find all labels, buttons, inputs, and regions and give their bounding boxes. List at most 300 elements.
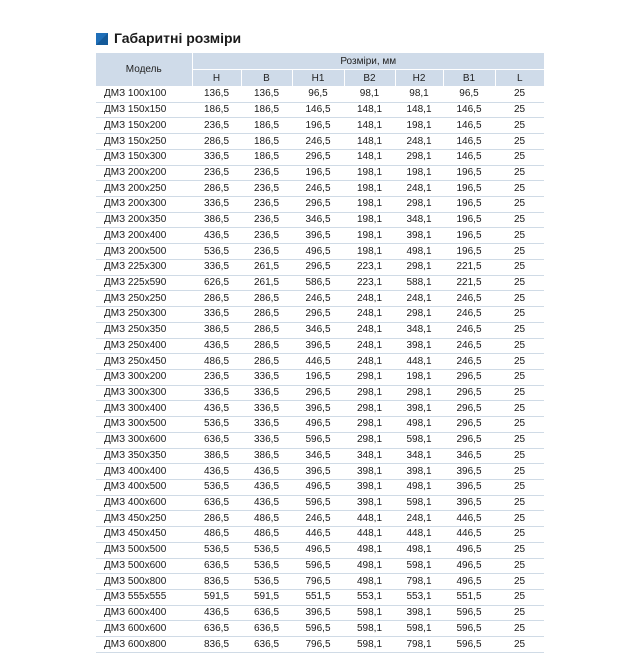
h-cell: 336,5 <box>192 197 241 213</box>
b-cell: 336,5 <box>241 417 292 433</box>
h2-cell: 248,1 <box>395 291 443 307</box>
b-cell: 336,5 <box>241 385 292 401</box>
b2-cell: 498,1 <box>344 558 395 574</box>
b-cell: 286,5 <box>241 291 292 307</box>
model-cell: ДМЗ 500x800 <box>96 574 192 590</box>
b-cell: 436,5 <box>241 495 292 511</box>
l-cell: 25 <box>495 385 544 401</box>
h-cell: 186,5 <box>192 102 241 118</box>
h1-cell: 551,5 <box>292 590 344 606</box>
h-cell: 136,5 <box>192 87 241 103</box>
b-cell: 261,5 <box>241 259 292 275</box>
b2-cell: 248,1 <box>344 322 395 338</box>
l-cell: 25 <box>495 212 544 228</box>
b2-cell: 598,1 <box>344 605 395 621</box>
l-cell: 25 <box>495 542 544 558</box>
b2-cell: 248,1 <box>344 338 395 354</box>
model-cell: ДМЗ 200x200 <box>96 165 192 181</box>
b-cell: 436,5 <box>241 464 292 480</box>
b2-cell: 553,1 <box>344 590 395 606</box>
model-cell: ДМЗ 450x450 <box>96 527 192 543</box>
column-header-h1: H1 <box>292 70 344 87</box>
b-cell: 286,5 <box>241 354 292 370</box>
b-cell: 186,5 <box>241 134 292 150</box>
model-cell: ДМЗ 225x590 <box>96 275 192 291</box>
l-cell: 25 <box>495 291 544 307</box>
h1-cell: 496,5 <box>292 417 344 433</box>
b1-cell: 496,5 <box>443 574 495 590</box>
b1-cell: 196,5 <box>443 244 495 260</box>
b1-cell: 146,5 <box>443 134 495 150</box>
b2-cell: 398,1 <box>344 479 395 495</box>
l-cell: 25 <box>495 322 544 338</box>
b2-cell: 448,1 <box>344 527 395 543</box>
b-cell: 136,5 <box>241 87 292 103</box>
h2-cell: 398,1 <box>395 401 443 417</box>
b2-cell: 148,1 <box>344 102 395 118</box>
table-row <box>96 259 544 275</box>
b1-cell: 396,5 <box>443 464 495 480</box>
b-cell: 236,5 <box>241 212 292 228</box>
b-cell: 486,5 <box>241 527 292 543</box>
model-cell: ДМЗ 200x300 <box>96 197 192 213</box>
b2-cell: 398,1 <box>344 464 395 480</box>
b-cell: 261,5 <box>241 275 292 291</box>
b2-cell: 148,1 <box>344 134 395 150</box>
b-cell: 236,5 <box>241 244 292 260</box>
h-cell: 336,5 <box>192 307 241 323</box>
model-cell: ДМЗ 100x100 <box>96 87 192 103</box>
table-row <box>96 322 544 338</box>
l-cell: 25 <box>495 464 544 480</box>
b-cell: 636,5 <box>241 605 292 621</box>
b-cell: 536,5 <box>241 558 292 574</box>
h1-cell: 296,5 <box>292 259 344 275</box>
b1-cell: 551,5 <box>443 590 495 606</box>
h-cell: 386,5 <box>192 212 241 228</box>
h2-cell: 98,1 <box>395 87 443 103</box>
table-row <box>96 275 544 291</box>
b1-cell: 246,5 <box>443 354 495 370</box>
b2-cell: 198,1 <box>344 212 395 228</box>
column-header-b2: B2 <box>344 70 395 87</box>
h-cell: 436,5 <box>192 464 241 480</box>
h-cell: 636,5 <box>192 621 241 637</box>
h2-cell: 298,1 <box>395 149 443 165</box>
h-cell: 486,5 <box>192 527 241 543</box>
table-body <box>96 87 544 653</box>
b2-cell: 223,1 <box>344 275 395 291</box>
l-cell: 25 <box>495 102 544 118</box>
model-cell: ДМЗ 350x350 <box>96 448 192 464</box>
h2-cell: 498,1 <box>395 542 443 558</box>
b-cell: 591,5 <box>241 590 292 606</box>
b2-cell: 448,1 <box>344 511 395 527</box>
b2-cell: 598,1 <box>344 637 395 653</box>
h-cell: 636,5 <box>192 495 241 511</box>
l-cell: 25 <box>495 197 544 213</box>
table-row <box>96 87 544 103</box>
model-cell: ДМЗ 500x600 <box>96 558 192 574</box>
h1-cell: 446,5 <box>292 527 344 543</box>
l-cell: 25 <box>495 165 544 181</box>
model-cell: ДМЗ 250x350 <box>96 322 192 338</box>
b2-cell: 148,1 <box>344 118 395 134</box>
h2-cell: 598,1 <box>395 558 443 574</box>
l-cell: 25 <box>495 479 544 495</box>
section-heading <box>96 29 241 47</box>
b2-cell: 298,1 <box>344 385 395 401</box>
table-row <box>96 369 544 385</box>
h-cell: 486,5 <box>192 354 241 370</box>
h2-cell: 148,1 <box>395 102 443 118</box>
model-cell: ДМЗ 200x350 <box>96 212 192 228</box>
l-cell: 25 <box>495 87 544 103</box>
table-row <box>96 118 544 134</box>
h2-cell: 398,1 <box>395 605 443 621</box>
h2-cell: 198,1 <box>395 118 443 134</box>
h2-cell: 348,1 <box>395 448 443 464</box>
h-cell: 836,5 <box>192 637 241 653</box>
table-row <box>96 181 544 197</box>
model-cell: ДМЗ 200x500 <box>96 244 192 260</box>
h2-cell: 248,1 <box>395 181 443 197</box>
h-cell: 591,5 <box>192 590 241 606</box>
model-cell: ДМЗ 250x450 <box>96 354 192 370</box>
b1-cell: 96,5 <box>443 87 495 103</box>
h2-cell: 498,1 <box>395 244 443 260</box>
b1-cell: 246,5 <box>443 322 495 338</box>
h-cell: 636,5 <box>192 558 241 574</box>
table-row <box>96 165 544 181</box>
blue-square-icon <box>96 32 108 44</box>
column-header-l: L <box>495 70 544 87</box>
h-cell: 536,5 <box>192 244 241 260</box>
l-cell: 25 <box>495 338 544 354</box>
model-cell: ДМЗ 150x250 <box>96 134 192 150</box>
model-cell: ДМЗ 600x600 <box>96 621 192 637</box>
table-row <box>96 558 544 574</box>
b2-cell: 248,1 <box>344 307 395 323</box>
b1-cell: 296,5 <box>443 401 495 417</box>
b1-cell: 146,5 <box>443 118 495 134</box>
h2-cell: 553,1 <box>395 590 443 606</box>
model-cell: ДМЗ 300x200 <box>96 369 192 385</box>
l-cell: 25 <box>495 149 544 165</box>
h2-cell: 348,1 <box>395 212 443 228</box>
table-row <box>96 401 544 417</box>
column-header-b1: B1 <box>443 70 495 87</box>
b1-cell: 596,5 <box>443 605 495 621</box>
b2-cell: 198,1 <box>344 244 395 260</box>
b-cell: 336,5 <box>241 369 292 385</box>
h1-cell: 796,5 <box>292 637 344 653</box>
b1-cell: 296,5 <box>443 417 495 433</box>
table-row <box>96 590 544 606</box>
h-cell: 536,5 <box>192 542 241 558</box>
b1-cell: 296,5 <box>443 369 495 385</box>
h1-cell: 96,5 <box>292 87 344 103</box>
l-cell: 25 <box>495 181 544 197</box>
model-cell: ДМЗ 200x250 <box>96 181 192 197</box>
h1-cell: 246,5 <box>292 181 344 197</box>
model-cell: ДМЗ 250x400 <box>96 338 192 354</box>
model-cell: ДМЗ 250x250 <box>96 291 192 307</box>
b2-cell: 198,1 <box>344 165 395 181</box>
table-row <box>96 134 544 150</box>
b1-cell: 446,5 <box>443 511 495 527</box>
b2-cell: 348,1 <box>344 448 395 464</box>
b-cell: 186,5 <box>241 118 292 134</box>
h1-cell: 396,5 <box>292 228 344 244</box>
b-cell: 236,5 <box>241 228 292 244</box>
b1-cell: 396,5 <box>443 479 495 495</box>
table-row <box>96 527 544 543</box>
h1-cell: 496,5 <box>292 479 344 495</box>
h1-cell: 246,5 <box>292 134 344 150</box>
h-cell: 336,5 <box>192 385 241 401</box>
h-cell: 626,5 <box>192 275 241 291</box>
l-cell: 25 <box>495 574 544 590</box>
h1-cell: 346,5 <box>292 322 344 338</box>
b-cell: 286,5 <box>241 307 292 323</box>
model-cell: ДМЗ 300x400 <box>96 401 192 417</box>
b2-cell: 248,1 <box>344 291 395 307</box>
h-cell: 286,5 <box>192 291 241 307</box>
table-row <box>96 542 544 558</box>
b1-cell: 221,5 <box>443 275 495 291</box>
model-cell: ДМЗ 150x300 <box>96 149 192 165</box>
b-cell: 536,5 <box>241 542 292 558</box>
l-cell: 25 <box>495 432 544 448</box>
b1-cell: 196,5 <box>443 212 495 228</box>
h2-cell: 598,1 <box>395 432 443 448</box>
table-row <box>96 307 544 323</box>
b1-cell: 596,5 <box>443 637 495 653</box>
table-row <box>96 338 544 354</box>
b2-cell: 248,1 <box>344 354 395 370</box>
l-cell: 25 <box>495 590 544 606</box>
h-cell: 286,5 <box>192 511 241 527</box>
h1-cell: 596,5 <box>292 495 344 511</box>
b-cell: 336,5 <box>241 432 292 448</box>
table-row <box>96 197 544 213</box>
h2-cell: 348,1 <box>395 322 443 338</box>
l-cell: 25 <box>495 118 544 134</box>
h1-cell: 396,5 <box>292 605 344 621</box>
b-cell: 186,5 <box>241 149 292 165</box>
h1-cell: 196,5 <box>292 118 344 134</box>
b-cell: 386,5 <box>241 448 292 464</box>
b1-cell: 496,5 <box>443 558 495 574</box>
table-row <box>96 511 544 527</box>
h-cell: 536,5 <box>192 417 241 433</box>
b1-cell: 221,5 <box>443 259 495 275</box>
h-cell: 436,5 <box>192 228 241 244</box>
l-cell: 25 <box>495 401 544 417</box>
model-cell: ДМЗ 225x300 <box>96 259 192 275</box>
l-cell: 25 <box>495 448 544 464</box>
b1-cell: 146,5 <box>443 149 495 165</box>
h2-cell: 198,1 <box>395 165 443 181</box>
h2-cell: 298,1 <box>395 259 443 275</box>
b2-cell: 98,1 <box>344 87 395 103</box>
h2-cell: 298,1 <box>395 307 443 323</box>
column-header-h: H <box>192 70 241 87</box>
model-cell: ДМЗ 150x200 <box>96 118 192 134</box>
model-cell: ДМЗ 600x800 <box>96 637 192 653</box>
model-cell: ДМЗ 500x500 <box>96 542 192 558</box>
b1-cell: 246,5 <box>443 291 495 307</box>
model-cell: ДМЗ 300x500 <box>96 417 192 433</box>
model-cell: ДМЗ 150x150 <box>96 102 192 118</box>
h1-cell: 296,5 <box>292 149 344 165</box>
h1-cell: 596,5 <box>292 558 344 574</box>
b2-cell: 398,1 <box>344 495 395 511</box>
h-cell: 236,5 <box>192 369 241 385</box>
h2-cell: 598,1 <box>395 621 443 637</box>
h1-cell: 596,5 <box>292 621 344 637</box>
h-cell: 236,5 <box>192 118 241 134</box>
l-cell: 25 <box>495 307 544 323</box>
h1-cell: 396,5 <box>292 338 344 354</box>
h1-cell: 296,5 <box>292 197 344 213</box>
b2-cell: 298,1 <box>344 432 395 448</box>
b1-cell: 196,5 <box>443 181 495 197</box>
l-cell: 25 <box>495 259 544 275</box>
h2-cell: 588,1 <box>395 275 443 291</box>
h2-cell: 298,1 <box>395 197 443 213</box>
model-column-header: Модель <box>96 53 192 87</box>
l-cell: 25 <box>495 605 544 621</box>
table-row <box>96 479 544 495</box>
h2-cell: 448,1 <box>395 354 443 370</box>
table-row <box>96 448 544 464</box>
b1-cell: 596,5 <box>443 621 495 637</box>
l-cell: 25 <box>495 134 544 150</box>
h1-cell: 196,5 <box>292 165 344 181</box>
h-cell: 386,5 <box>192 448 241 464</box>
h2-cell: 598,1 <box>395 495 443 511</box>
h1-cell: 296,5 <box>292 385 344 401</box>
l-cell: 25 <box>495 228 544 244</box>
b1-cell: 296,5 <box>443 385 495 401</box>
l-cell: 25 <box>495 558 544 574</box>
table-row <box>96 291 544 307</box>
h2-cell: 398,1 <box>395 464 443 480</box>
h-cell: 436,5 <box>192 605 241 621</box>
h-cell: 636,5 <box>192 432 241 448</box>
b2-cell: 498,1 <box>344 574 395 590</box>
model-cell: ДМЗ 400x500 <box>96 479 192 495</box>
b1-cell: 196,5 <box>443 228 495 244</box>
b1-cell: 196,5 <box>443 165 495 181</box>
model-cell: ДМЗ 450x250 <box>96 511 192 527</box>
table-row <box>96 495 544 511</box>
h1-cell: 496,5 <box>292 244 344 260</box>
l-cell: 25 <box>495 369 544 385</box>
b-cell: 486,5 <box>241 511 292 527</box>
table-row <box>96 228 544 244</box>
dimensions-group-header: Розміри, мм <box>192 53 544 70</box>
b-cell: 186,5 <box>241 102 292 118</box>
table-row <box>96 432 544 448</box>
h2-cell: 498,1 <box>395 479 443 495</box>
l-cell: 25 <box>495 417 544 433</box>
l-cell: 25 <box>495 637 544 653</box>
b2-cell: 198,1 <box>344 197 395 213</box>
table-row <box>96 244 544 260</box>
b1-cell: 196,5 <box>443 197 495 213</box>
h1-cell: 246,5 <box>292 511 344 527</box>
h2-cell: 248,1 <box>395 134 443 150</box>
b2-cell: 298,1 <box>344 417 395 433</box>
h-cell: 236,5 <box>192 165 241 181</box>
h1-cell: 396,5 <box>292 401 344 417</box>
h2-cell: 298,1 <box>395 385 443 401</box>
table-row <box>96 212 544 228</box>
l-cell: 25 <box>495 495 544 511</box>
l-cell: 25 <box>495 511 544 527</box>
b1-cell: 246,5 <box>443 338 495 354</box>
model-cell: ДМЗ 300x300 <box>96 385 192 401</box>
h-cell: 836,5 <box>192 574 241 590</box>
h1-cell: 796,5 <box>292 574 344 590</box>
b-cell: 286,5 <box>241 338 292 354</box>
b2-cell: 148,1 <box>344 149 395 165</box>
h2-cell: 198,1 <box>395 369 443 385</box>
b1-cell: 246,5 <box>443 307 495 323</box>
b1-cell: 496,5 <box>443 542 495 558</box>
b-cell: 436,5 <box>241 479 292 495</box>
h-cell: 436,5 <box>192 338 241 354</box>
b-cell: 236,5 <box>241 197 292 213</box>
h1-cell: 496,5 <box>292 542 344 558</box>
l-cell: 25 <box>495 244 544 260</box>
table-row <box>96 102 544 118</box>
h2-cell: 798,1 <box>395 574 443 590</box>
b-cell: 336,5 <box>241 401 292 417</box>
model-cell: ДМЗ 555x555 <box>96 590 192 606</box>
table-row <box>96 464 544 480</box>
h2-cell: 398,1 <box>395 338 443 354</box>
h-cell: 536,5 <box>192 479 241 495</box>
b-cell: 286,5 <box>241 322 292 338</box>
l-cell: 25 <box>495 621 544 637</box>
h-cell: 286,5 <box>192 134 241 150</box>
h2-cell: 248,1 <box>395 511 443 527</box>
model-cell: ДМЗ 200x400 <box>96 228 192 244</box>
b1-cell: 346,5 <box>443 448 495 464</box>
table-row <box>96 149 544 165</box>
table-row <box>96 354 544 370</box>
b2-cell: 498,1 <box>344 542 395 558</box>
h1-cell: 446,5 <box>292 354 344 370</box>
b2-cell: 298,1 <box>344 369 395 385</box>
b2-cell: 198,1 <box>344 181 395 197</box>
model-cell: ДМЗ 400x400 <box>96 464 192 480</box>
b-cell: 536,5 <box>241 574 292 590</box>
b2-cell: 298,1 <box>344 401 395 417</box>
h1-cell: 196,5 <box>292 369 344 385</box>
h-cell: 336,5 <box>192 149 241 165</box>
h-cell: 286,5 <box>192 181 241 197</box>
table-row <box>96 417 544 433</box>
l-cell: 25 <box>495 527 544 543</box>
b1-cell: 146,5 <box>443 102 495 118</box>
model-cell: ДМЗ 250x300 <box>96 307 192 323</box>
h2-cell: 798,1 <box>395 637 443 653</box>
